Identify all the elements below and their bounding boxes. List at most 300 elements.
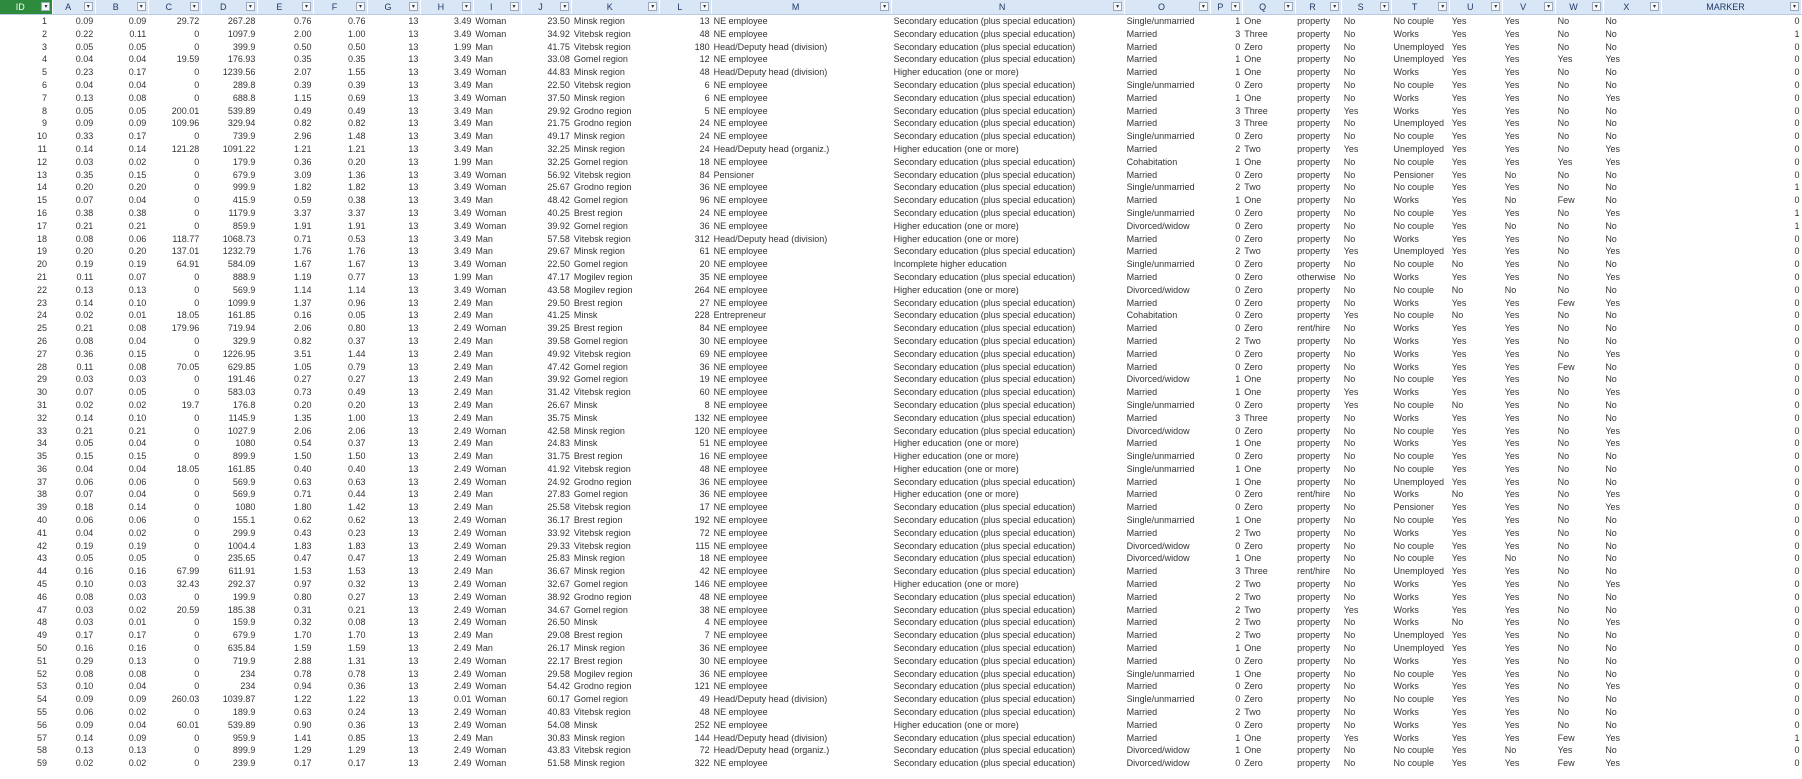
cell[interactable]	[0, 591, 53, 604]
cell[interactable]	[1342, 412, 1392, 425]
cell[interactable]	[1662, 706, 1802, 719]
table-row[interactable]	[0, 450, 1802, 463]
cell[interactable]	[53, 105, 95, 118]
cell[interactable]	[572, 501, 660, 514]
column-header-c[interactable]	[148, 0, 201, 15]
cell[interactable]	[1662, 476, 1802, 489]
cell[interactable]	[0, 680, 53, 693]
cell[interactable]	[257, 53, 313, 66]
cell[interactable]	[1210, 130, 1242, 143]
cell[interactable]	[660, 552, 712, 565]
cell[interactable]	[148, 258, 201, 271]
cell[interactable]	[148, 629, 201, 642]
cell[interactable]	[1662, 233, 1802, 246]
cell[interactable]	[1242, 181, 1295, 194]
cell[interactable]	[0, 655, 53, 668]
cell[interactable]	[148, 437, 201, 450]
cell[interactable]	[95, 373, 148, 386]
cell[interactable]	[420, 220, 473, 233]
cell[interactable]	[53, 655, 95, 668]
cell[interactable]	[1450, 616, 1503, 629]
cell[interactable]	[1242, 476, 1295, 489]
cell[interactable]	[1392, 527, 1450, 540]
cell[interactable]	[53, 28, 95, 41]
cell[interactable]	[473, 732, 521, 745]
cell[interactable]	[572, 194, 660, 207]
cell[interactable]	[201, 53, 257, 66]
cell[interactable]	[1295, 181, 1342, 194]
cell[interactable]	[1210, 527, 1242, 540]
cell[interactable]	[1450, 706, 1503, 719]
cell[interactable]	[1556, 181, 1604, 194]
cell[interactable]	[1662, 757, 1802, 770]
cell[interactable]	[257, 552, 313, 565]
cell[interactable]	[201, 245, 257, 258]
cell[interactable]	[1392, 105, 1450, 118]
cell[interactable]	[1392, 41, 1450, 54]
column-header-o[interactable]	[1125, 0, 1211, 15]
cell[interactable]	[95, 297, 148, 310]
cell[interactable]	[95, 348, 148, 361]
cell[interactable]	[1295, 194, 1342, 207]
cell[interactable]	[473, 668, 521, 681]
cell[interactable]	[1242, 53, 1295, 66]
cell[interactable]	[53, 92, 95, 105]
cell[interactable]	[1662, 41, 1802, 54]
cell[interactable]	[0, 335, 53, 348]
column-header-marker[interactable]	[1662, 0, 1802, 15]
cell[interactable]	[95, 514, 148, 527]
cell[interactable]	[1662, 629, 1802, 642]
cell[interactable]	[257, 616, 313, 629]
cell[interactable]	[1392, 591, 1450, 604]
cell[interactable]	[420, 386, 473, 399]
cell[interactable]	[572, 297, 660, 310]
cell[interactable]	[1342, 117, 1392, 130]
cell[interactable]	[1242, 66, 1295, 79]
column-header-l[interactable]	[660, 0, 712, 15]
cell[interactable]	[420, 642, 473, 655]
cell[interactable]	[473, 591, 521, 604]
cell[interactable]	[1503, 655, 1556, 668]
cell[interactable]	[1392, 629, 1450, 642]
cell[interactable]	[473, 693, 521, 706]
filter-dropdown-icon[interactable]: ▾	[1592, 2, 1601, 11]
cell[interactable]	[95, 655, 148, 668]
cell[interactable]	[521, 488, 572, 501]
cell[interactable]	[1450, 642, 1503, 655]
cell[interactable]	[1662, 156, 1802, 169]
cell[interactable]	[0, 92, 53, 105]
cell[interactable]	[1210, 41, 1242, 54]
cell[interactable]	[95, 642, 148, 655]
cell[interactable]	[53, 591, 95, 604]
cell[interactable]	[1603, 245, 1661, 258]
cell[interactable]	[1503, 604, 1556, 617]
cell[interactable]	[660, 437, 712, 450]
table-row[interactable]	[0, 322, 1802, 335]
cell[interactable]	[1556, 437, 1604, 450]
cell[interactable]	[1295, 565, 1342, 578]
cell[interactable]	[367, 450, 420, 463]
cell[interactable]	[1242, 501, 1295, 514]
cell[interactable]	[660, 169, 712, 182]
table-row[interactable]	[0, 284, 1802, 297]
cell[interactable]	[1603, 719, 1661, 732]
cell[interactable]	[148, 322, 201, 335]
cell[interactable]	[1603, 706, 1661, 719]
cell[interactable]	[148, 297, 201, 310]
cell[interactable]	[1450, 373, 1503, 386]
table-row[interactable]	[0, 425, 1802, 438]
cell[interactable]	[1556, 476, 1604, 489]
column-header-t[interactable]	[1392, 0, 1450, 15]
cell[interactable]	[1556, 53, 1604, 66]
cell[interactable]	[201, 450, 257, 463]
cell[interactable]	[892, 540, 1125, 553]
cell[interactable]	[1242, 143, 1295, 156]
cell[interactable]	[1556, 719, 1604, 732]
cell[interactable]	[1295, 258, 1342, 271]
cell[interactable]	[712, 693, 892, 706]
cell[interactable]	[1603, 194, 1661, 207]
cell[interactable]	[892, 92, 1125, 105]
cell[interactable]	[1295, 680, 1342, 693]
cell[interactable]	[1450, 130, 1503, 143]
cell[interactable]	[1295, 501, 1342, 514]
cell[interactable]	[257, 527, 313, 540]
cell[interactable]	[1503, 361, 1556, 374]
cell[interactable]	[257, 143, 313, 156]
cell[interactable]	[660, 207, 712, 220]
cell[interactable]	[420, 450, 473, 463]
cell[interactable]	[1210, 591, 1242, 604]
cell[interactable]	[148, 527, 201, 540]
cell[interactable]	[1503, 616, 1556, 629]
cell[interactable]	[1125, 348, 1211, 361]
cell[interactable]	[148, 79, 201, 92]
cell[interactable]	[1603, 565, 1661, 578]
cell[interactable]	[660, 284, 712, 297]
cell[interactable]	[1450, 527, 1503, 540]
cell[interactable]	[1342, 207, 1392, 220]
cell[interactable]	[1242, 207, 1295, 220]
cell[interactable]	[1210, 309, 1242, 322]
cell[interactable]	[148, 732, 201, 745]
cell[interactable]	[1662, 591, 1802, 604]
cell[interactable]	[420, 105, 473, 118]
cell[interactable]	[367, 207, 420, 220]
cell[interactable]	[257, 642, 313, 655]
cell[interactable]	[1125, 604, 1211, 617]
cell[interactable]	[1242, 604, 1295, 617]
cell[interactable]	[572, 169, 660, 182]
cell[interactable]	[0, 437, 53, 450]
cell[interactable]	[1392, 220, 1450, 233]
cell[interactable]	[1603, 284, 1661, 297]
cell[interactable]	[473, 450, 521, 463]
cell[interactable]	[420, 540, 473, 553]
cell[interactable]	[420, 527, 473, 540]
cell[interactable]	[201, 297, 257, 310]
cell[interactable]	[1210, 642, 1242, 655]
cell[interactable]	[521, 245, 572, 258]
cell[interactable]	[0, 207, 53, 220]
cell[interactable]	[1503, 245, 1556, 258]
cell[interactable]	[1603, 361, 1661, 374]
cell[interactable]	[257, 271, 313, 284]
cell[interactable]	[313, 169, 367, 182]
cell[interactable]	[660, 668, 712, 681]
cell[interactable]	[572, 361, 660, 374]
cell[interactable]	[420, 412, 473, 425]
cell[interactable]	[1662, 53, 1802, 66]
cell[interactable]	[1342, 143, 1392, 156]
cell[interactable]	[1556, 105, 1604, 118]
cell[interactable]	[660, 591, 712, 604]
cell[interactable]	[1125, 361, 1211, 374]
cell[interactable]	[1392, 335, 1450, 348]
cell[interactable]	[1603, 693, 1661, 706]
cell[interactable]	[1603, 130, 1661, 143]
cell[interactable]	[1342, 616, 1392, 629]
cell[interactable]	[521, 284, 572, 297]
cell[interactable]	[420, 693, 473, 706]
cell[interactable]	[473, 540, 521, 553]
cell[interactable]	[892, 591, 1125, 604]
cell[interactable]	[420, 668, 473, 681]
cell[interactable]	[1295, 41, 1342, 54]
cell[interactable]	[892, 181, 1125, 194]
cell[interactable]	[1342, 194, 1392, 207]
cell[interactable]	[712, 284, 892, 297]
cell[interactable]	[53, 386, 95, 399]
cell[interactable]	[201, 92, 257, 105]
cell[interactable]	[1662, 437, 1802, 450]
cell[interactable]	[1392, 757, 1450, 770]
cell[interactable]	[95, 476, 148, 489]
cell[interactable]	[1556, 41, 1604, 54]
cell[interactable]	[1210, 463, 1242, 476]
cell[interactable]	[1392, 732, 1450, 745]
cell[interactable]	[1295, 642, 1342, 655]
table-row[interactable]	[0, 744, 1802, 757]
cell[interactable]	[53, 604, 95, 617]
cell[interactable]	[1295, 207, 1342, 220]
cell[interactable]	[1210, 744, 1242, 757]
filter-dropdown-icon[interactable]: ▾	[462, 2, 471, 11]
cell[interactable]	[1556, 335, 1604, 348]
cell[interactable]	[712, 245, 892, 258]
cell[interactable]	[572, 540, 660, 553]
cell[interactable]	[148, 15, 201, 28]
cell[interactable]	[892, 476, 1125, 489]
table-row[interactable]	[0, 655, 1802, 668]
cell[interactable]	[257, 744, 313, 757]
cell[interactable]	[367, 591, 420, 604]
cell[interactable]	[1503, 527, 1556, 540]
cell[interactable]	[1295, 233, 1342, 246]
cell[interactable]	[257, 655, 313, 668]
cell[interactable]	[473, 53, 521, 66]
cell[interactable]	[1556, 220, 1604, 233]
cell[interactable]	[521, 693, 572, 706]
cell[interactable]	[0, 220, 53, 233]
cell[interactable]	[1503, 271, 1556, 284]
table-row[interactable]	[0, 130, 1802, 143]
cell[interactable]	[53, 79, 95, 92]
cell[interactable]	[1342, 565, 1392, 578]
cell[interactable]	[420, 514, 473, 527]
cell[interactable]	[1342, 386, 1392, 399]
cell[interactable]	[473, 156, 521, 169]
cell[interactable]	[660, 693, 712, 706]
filter-dropdown-icon[interactable]: ▾	[1491, 2, 1500, 11]
cell[interactable]	[473, 105, 521, 118]
cell[interactable]	[367, 655, 420, 668]
cell[interactable]	[95, 386, 148, 399]
cell[interactable]	[521, 655, 572, 668]
cell[interactable]	[892, 233, 1125, 246]
cell[interactable]	[201, 271, 257, 284]
cell[interactable]	[892, 386, 1125, 399]
cell[interactable]	[420, 591, 473, 604]
cell[interactable]	[148, 565, 201, 578]
cell[interactable]	[1662, 322, 1802, 335]
cell[interactable]	[1210, 297, 1242, 310]
cell[interactable]	[1503, 66, 1556, 79]
cell[interactable]	[1392, 578, 1450, 591]
table-row[interactable]	[0, 79, 1802, 92]
cell[interactable]	[148, 335, 201, 348]
cell[interactable]	[660, 233, 712, 246]
cell[interactable]	[572, 386, 660, 399]
cell[interactable]	[1392, 680, 1450, 693]
cell[interactable]	[1342, 66, 1392, 79]
cell[interactable]	[572, 744, 660, 757]
cell[interactable]	[367, 629, 420, 642]
cell[interactable]	[1556, 655, 1604, 668]
cell[interactable]	[201, 399, 257, 412]
cell[interactable]	[660, 245, 712, 258]
cell[interactable]	[1503, 450, 1556, 463]
cell[interactable]	[313, 488, 367, 501]
cell[interactable]	[1662, 92, 1802, 105]
cell[interactable]	[148, 476, 201, 489]
cell[interactable]	[1662, 117, 1802, 130]
table-row[interactable]	[0, 578, 1802, 591]
cell[interactable]	[572, 335, 660, 348]
cell[interactable]	[712, 527, 892, 540]
cell[interactable]	[257, 309, 313, 322]
cell[interactable]	[313, 655, 367, 668]
cell[interactable]	[367, 668, 420, 681]
cell[interactable]	[1450, 309, 1503, 322]
cell[interactable]	[257, 373, 313, 386]
cell[interactable]	[1242, 233, 1295, 246]
cell[interactable]	[1125, 41, 1211, 54]
cell[interactable]	[1125, 322, 1211, 335]
cell[interactable]	[1295, 399, 1342, 412]
cell[interactable]	[660, 744, 712, 757]
cell[interactable]	[1295, 706, 1342, 719]
cell[interactable]	[572, 565, 660, 578]
cell[interactable]	[1295, 386, 1342, 399]
cell[interactable]	[1450, 181, 1503, 194]
cell[interactable]	[712, 258, 892, 271]
cell[interactable]	[0, 130, 53, 143]
cell[interactable]	[1125, 169, 1211, 182]
cell[interactable]	[572, 53, 660, 66]
table-row[interactable]	[0, 616, 1802, 629]
cell[interactable]	[95, 258, 148, 271]
cell[interactable]	[0, 552, 53, 565]
cell[interactable]	[1603, 732, 1661, 745]
cell[interactable]	[1125, 373, 1211, 386]
cell[interactable]	[473, 680, 521, 693]
cell[interactable]	[148, 143, 201, 156]
cell[interactable]	[521, 92, 572, 105]
cell[interactable]	[1210, 53, 1242, 66]
cell[interactable]	[1662, 450, 1802, 463]
cell[interactable]	[1603, 117, 1661, 130]
cell[interactable]	[420, 92, 473, 105]
cell[interactable]	[892, 488, 1125, 501]
cell[interactable]	[1503, 514, 1556, 527]
cell[interactable]	[257, 79, 313, 92]
cell[interactable]	[1503, 181, 1556, 194]
cell[interactable]	[892, 322, 1125, 335]
cell[interactable]	[1603, 540, 1661, 553]
cell[interactable]	[1603, 514, 1661, 527]
cell[interactable]	[1242, 79, 1295, 92]
cell[interactable]	[1242, 297, 1295, 310]
cell[interactable]	[572, 680, 660, 693]
cell[interactable]	[201, 143, 257, 156]
cell[interactable]	[0, 527, 53, 540]
cell[interactable]	[0, 79, 53, 92]
cell[interactable]	[1210, 412, 1242, 425]
cell[interactable]	[53, 156, 95, 169]
cell[interactable]	[473, 207, 521, 220]
cell[interactable]	[367, 361, 420, 374]
cell[interactable]	[1662, 565, 1802, 578]
cell[interactable]	[367, 540, 420, 553]
cell[interactable]	[1295, 552, 1342, 565]
cell[interactable]	[420, 297, 473, 310]
cell[interactable]	[1125, 488, 1211, 501]
cell[interactable]	[420, 373, 473, 386]
cell[interactable]	[1210, 181, 1242, 194]
cell[interactable]	[712, 399, 892, 412]
cell[interactable]	[1210, 732, 1242, 745]
cell[interactable]	[201, 105, 257, 118]
cell[interactable]	[1210, 616, 1242, 629]
cell[interactable]	[148, 361, 201, 374]
cell[interactable]	[1392, 565, 1450, 578]
cell[interactable]	[892, 719, 1125, 732]
cell[interactable]	[1242, 245, 1295, 258]
cell[interactable]	[53, 15, 95, 28]
cell[interactable]	[1503, 591, 1556, 604]
cell[interactable]	[1503, 540, 1556, 553]
cell[interactable]	[660, 28, 712, 41]
cell[interactable]	[1125, 668, 1211, 681]
cell[interactable]	[53, 514, 95, 527]
cell[interactable]	[1210, 322, 1242, 335]
cell[interactable]	[473, 706, 521, 719]
cell[interactable]	[1295, 719, 1342, 732]
